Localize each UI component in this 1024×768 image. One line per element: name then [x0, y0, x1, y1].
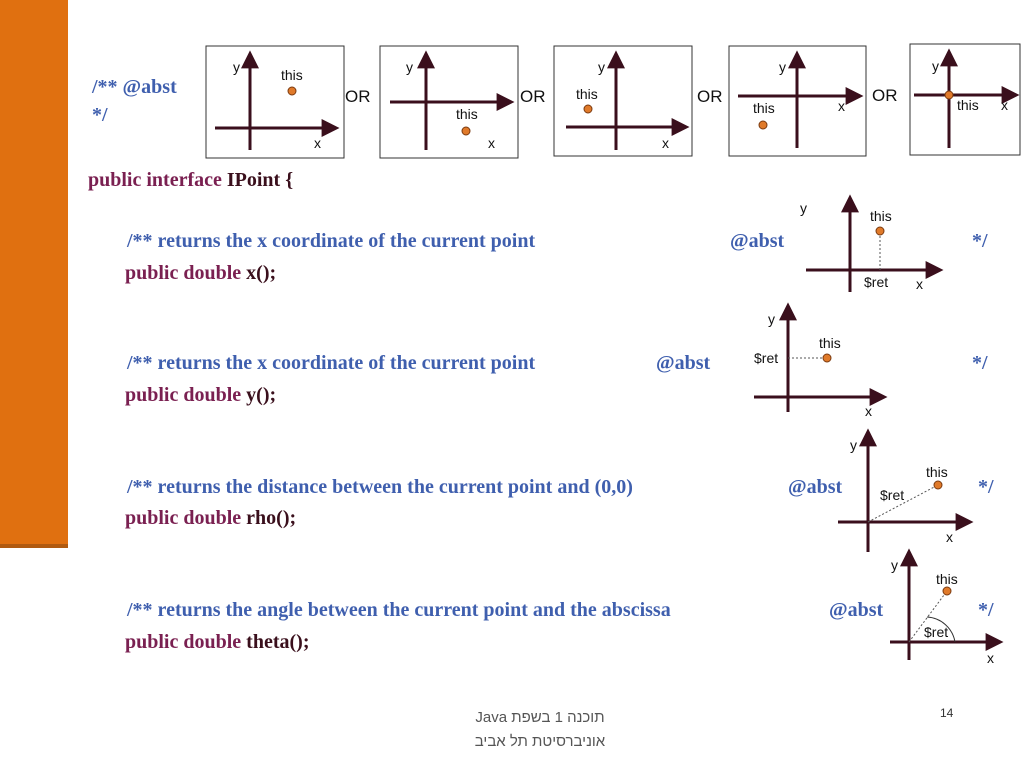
method-theta-name: theta(); — [246, 631, 310, 653]
footer-course-title: תוכנה 1 בשפת Java — [475, 709, 605, 726]
method-theta-diagram — [890, 552, 1000, 666]
method-theta-comment: /** returns the angle between the current point and the abscissa — [127, 599, 671, 621]
method-rho-name: rho(); — [246, 507, 297, 529]
rho-method-y-label: y — [850, 437, 857, 453]
method-x-modifiers: public double — [125, 262, 247, 284]
y-method-x-label: x — [865, 403, 872, 419]
quadrant-diagram-5 — [910, 44, 1020, 155]
point-marker-2 — [462, 127, 470, 135]
footer-university: אוניברסיטת תל אביב — [474, 733, 606, 750]
theta-method-ret-label: $ret — [924, 624, 949, 640]
y-method-y-label: y — [768, 311, 775, 327]
quadrant-diagram-2 — [380, 46, 518, 158]
header-doc-close: */ — [92, 104, 108, 126]
or-label-1: OR — [345, 87, 371, 106]
method-theta-modifiers: public double — [125, 631, 247, 653]
method-theta-close: */ — [978, 599, 994, 621]
method-y-comment: /** returns the x coordinate of the current point — [127, 352, 536, 374]
point-marker-4 — [759, 121, 767, 129]
interface-name: IPoint { — [226, 169, 294, 191]
method-x-diagram — [800, 198, 940, 292]
method-x-abst: @abst — [730, 230, 785, 252]
theta-method-point — [943, 587, 951, 595]
quadrant-diagram-1 — [206, 46, 344, 158]
y-label-1: y — [233, 59, 240, 75]
point-marker-3 — [584, 105, 592, 113]
header-doc-open: /** @abst — [92, 76, 177, 98]
slide-footer — [430, 706, 650, 754]
x-label-3: x — [662, 135, 669, 151]
this-label-1: this — [281, 67, 303, 83]
method-y-diagram — [754, 306, 884, 419]
quadrant-diagram-3 — [554, 46, 692, 156]
method-rho-diagram — [838, 432, 970, 552]
y-label-2: y — [406, 59, 413, 75]
quadrant-frame-3 — [554, 46, 692, 156]
x-label-4: x — [838, 98, 845, 114]
method-rho-close: */ — [978, 476, 994, 498]
method-y-abst: @abst — [656, 352, 711, 374]
theta-method-x-label: x — [987, 650, 994, 666]
point-marker-1 — [288, 87, 296, 95]
y-method-this-label: this — [819, 335, 841, 351]
rho-method-point — [934, 481, 942, 489]
y-label-4: y — [779, 59, 786, 75]
method-rho-abst: @abst — [788, 476, 843, 498]
interface-keyword: public interface — [88, 169, 227, 191]
rho-method-ret-label: $ret — [880, 487, 905, 503]
page-number: 14 — [940, 706, 954, 720]
quadrant-frame-1 — [206, 46, 344, 158]
this-label-3: this — [576, 86, 598, 102]
this-label-5: this — [957, 97, 979, 113]
y-label-3: y — [598, 59, 605, 75]
method-rho-modifiers: public double — [125, 507, 247, 529]
this-label-4: this — [753, 100, 775, 116]
method-x-name: x(); — [246, 262, 277, 284]
x-method-x-label: x — [916, 276, 923, 292]
rho-method-this-label: this — [926, 464, 948, 480]
method-y-name: y(); — [246, 384, 277, 406]
this-label-2: this — [456, 106, 478, 122]
or-label-3: OR — [697, 87, 723, 106]
theta-method-this-label: this — [936, 571, 958, 587]
method-theta-abst: @abst — [829, 599, 884, 621]
point-marker-5 — [945, 91, 953, 99]
theta-method-y-label: y — [891, 557, 898, 573]
x-label-5: x — [1001, 97, 1008, 113]
x-label-1: x — [314, 135, 321, 151]
x-method-this-label: this — [870, 208, 892, 224]
y-label-5: y — [932, 58, 939, 74]
y-method-ret-label: $ret — [754, 350, 779, 366]
method-y-close: */ — [972, 352, 988, 374]
x-method-ret-label: $ret — [864, 274, 889, 290]
quadrant-diagram-4 — [729, 46, 866, 156]
or-label-2: OR — [520, 87, 546, 106]
method-y-modifiers: public double — [125, 384, 247, 406]
rho-method-x-label: x — [946, 529, 953, 545]
x-method-y-label: y — [800, 200, 807, 216]
method-x-close: */ — [972, 230, 988, 252]
x-method-point — [876, 227, 884, 235]
x-label-2: x — [488, 135, 495, 151]
or-label-4: OR — [872, 86, 898, 105]
y-method-point — [823, 354, 831, 362]
method-rho-comment: /** returns the distance between the current point and (0,0) — [127, 476, 633, 498]
method-x-comment: /** returns the x coordinate of the current point — [127, 230, 536, 252]
